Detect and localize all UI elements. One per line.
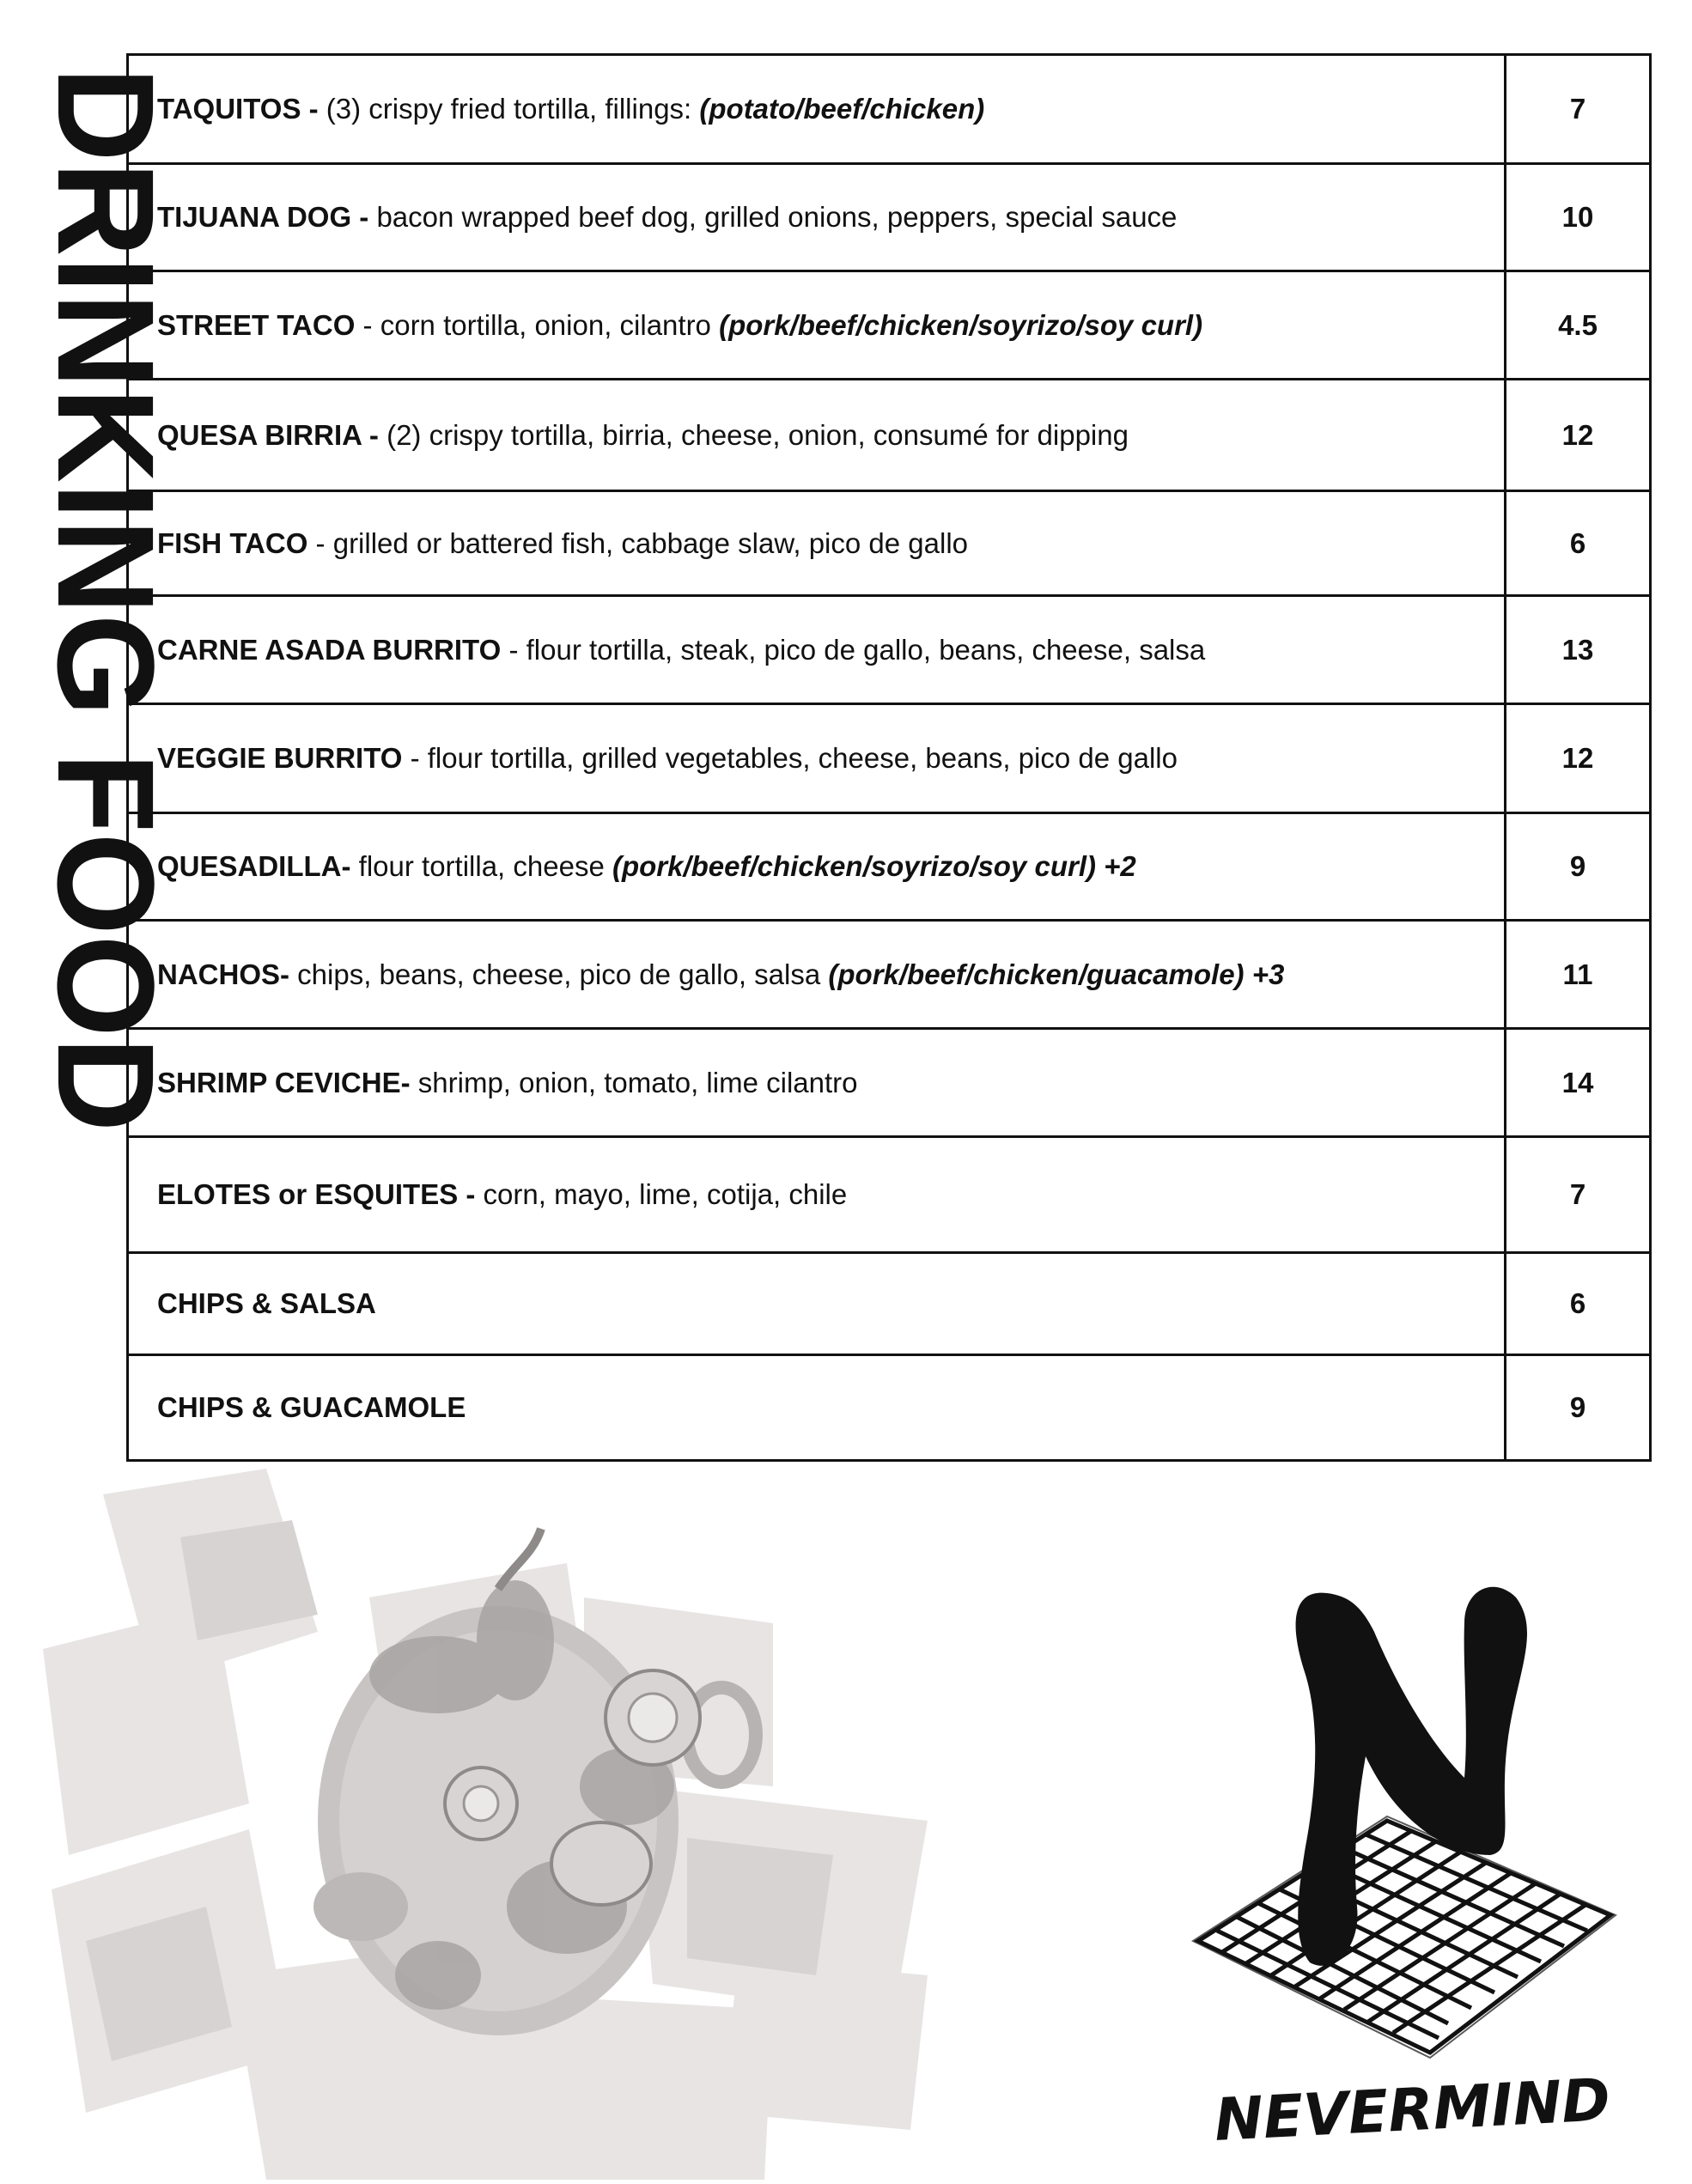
menu-item-description xyxy=(128,164,1506,271)
menu-item-name: FISH TACO xyxy=(157,526,308,559)
table-row xyxy=(128,921,1651,1029)
menu-item-price: 14 xyxy=(1506,1029,1651,1137)
table-row xyxy=(128,380,1651,491)
menu-item-desc: bacon wrapped beef dog, grilled onions, peppers, special sauce xyxy=(368,201,1178,234)
menu-item-price: 13 xyxy=(1506,596,1651,704)
menu-item-name: CHIPS & GUACAMOLE xyxy=(157,1391,466,1424)
menu-item-desc: - flour tortilla, steak, pico de gallo, beans, cheese, salsa xyxy=(501,633,1206,666)
menu-item-description xyxy=(128,271,1506,380)
table-row xyxy=(128,704,1651,813)
menu-item-description xyxy=(128,55,1506,164)
menu-item-description xyxy=(128,380,1506,491)
menu-item-description xyxy=(128,704,1506,813)
menu-item-name: NACHOS- xyxy=(157,958,289,990)
menu-item-name: ELOTES or ESQUITES - xyxy=(157,1178,476,1211)
menu-item-desc: (2) crispy tortilla, birria, cheese, onion, consumé for dipping xyxy=(378,418,1129,451)
menu-item-name: TAQUITOS - xyxy=(157,93,319,125)
menu-table xyxy=(126,53,1652,1462)
menu-item-desc: (3) crispy fried tortilla, fillings: xyxy=(318,93,700,125)
menu-item-name: TIJUANA DOG - xyxy=(157,201,369,234)
menu-item-options: (pork/beef/chicken/guacamole) +3 xyxy=(828,958,1285,990)
menu-item-price: 12 xyxy=(1506,704,1651,813)
menu-item-desc: chips, beans, cheese, pico de gallo, salsa xyxy=(289,958,829,990)
menu-item-desc: - flour tortilla, grilled vegetables, cheese, beans, pico de gallo xyxy=(402,742,1178,775)
menu-item-price: 10 xyxy=(1506,164,1651,271)
menu-item-description xyxy=(128,1137,1506,1253)
menu-item-options: (pork/beef/chicken/soyrizo/soy curl) xyxy=(719,308,1203,341)
table-row xyxy=(128,164,1651,271)
menu-item-name: QUESADILLA- xyxy=(157,850,351,883)
menu-item-description xyxy=(128,1253,1506,1355)
menu-item-price: 7 xyxy=(1506,1137,1651,1253)
menu-item-description xyxy=(128,1029,1506,1137)
table-row xyxy=(128,596,1651,704)
menu-item-price: 9 xyxy=(1506,813,1651,921)
page-title xyxy=(0,0,183,1182)
menu-item-desc: shrimp, onion, tomato, lime cilantro xyxy=(410,1066,858,1098)
table-row xyxy=(128,491,1651,596)
menu-item-name: QUESA BIRRIA - xyxy=(157,418,379,451)
menu-item-desc: - grilled or battered fish, cabbage slaw, pico de gallo xyxy=(307,526,969,559)
menu-item-description xyxy=(128,596,1506,704)
menu-item-name: CARNE ASADA BURRITO xyxy=(157,633,502,666)
menu-item-description xyxy=(128,813,1506,921)
menu-item-price: 6 xyxy=(1506,1253,1651,1355)
table-row xyxy=(128,813,1651,921)
menu-item-options: (potato/beef/chicken) xyxy=(699,93,985,125)
menu-item-options: (pork/beef/chicken/soyrizo/soy curl) +2 xyxy=(612,850,1136,883)
menu-item-price: 4.5 xyxy=(1506,271,1651,380)
table-row xyxy=(128,1137,1651,1253)
menu-item-price: 6 xyxy=(1506,491,1651,596)
page-title-text: DRINKING FOOD xyxy=(29,67,183,1182)
table-row xyxy=(128,271,1651,380)
menu-item-price: 9 xyxy=(1506,1355,1651,1461)
menu-item-desc: corn, mayo, lime, cotija, chile xyxy=(475,1178,848,1211)
menu-item-description xyxy=(128,491,1506,596)
table-row xyxy=(128,1253,1651,1355)
food-photo xyxy=(34,1460,962,2180)
menu-item-name: VEGGIE BURRITO xyxy=(157,742,403,775)
menu-item-name: CHIPS & SALSA xyxy=(157,1287,376,1320)
menu-item-price: 7 xyxy=(1506,55,1651,164)
menu-item-description xyxy=(128,921,1506,1029)
table-row xyxy=(128,1355,1651,1461)
table-row xyxy=(128,1029,1651,1137)
menu-item-desc: - corn tortilla, onion, cilantro xyxy=(355,308,720,341)
menu-item-price: 11 xyxy=(1506,921,1651,1029)
menu-item-description xyxy=(128,1355,1506,1461)
menu-item-name: SHRIMP CEVICHE- xyxy=(157,1066,411,1098)
logo-wordmark: NEVERMIND xyxy=(1213,2066,1612,2156)
table-row xyxy=(128,55,1651,164)
menu-item-name: STREET TACO xyxy=(157,308,356,341)
nevermind-logo xyxy=(1190,1572,1636,2164)
menu-item-desc: flour tortilla, cheese xyxy=(350,850,612,883)
menu-item-price: 12 xyxy=(1506,380,1651,491)
